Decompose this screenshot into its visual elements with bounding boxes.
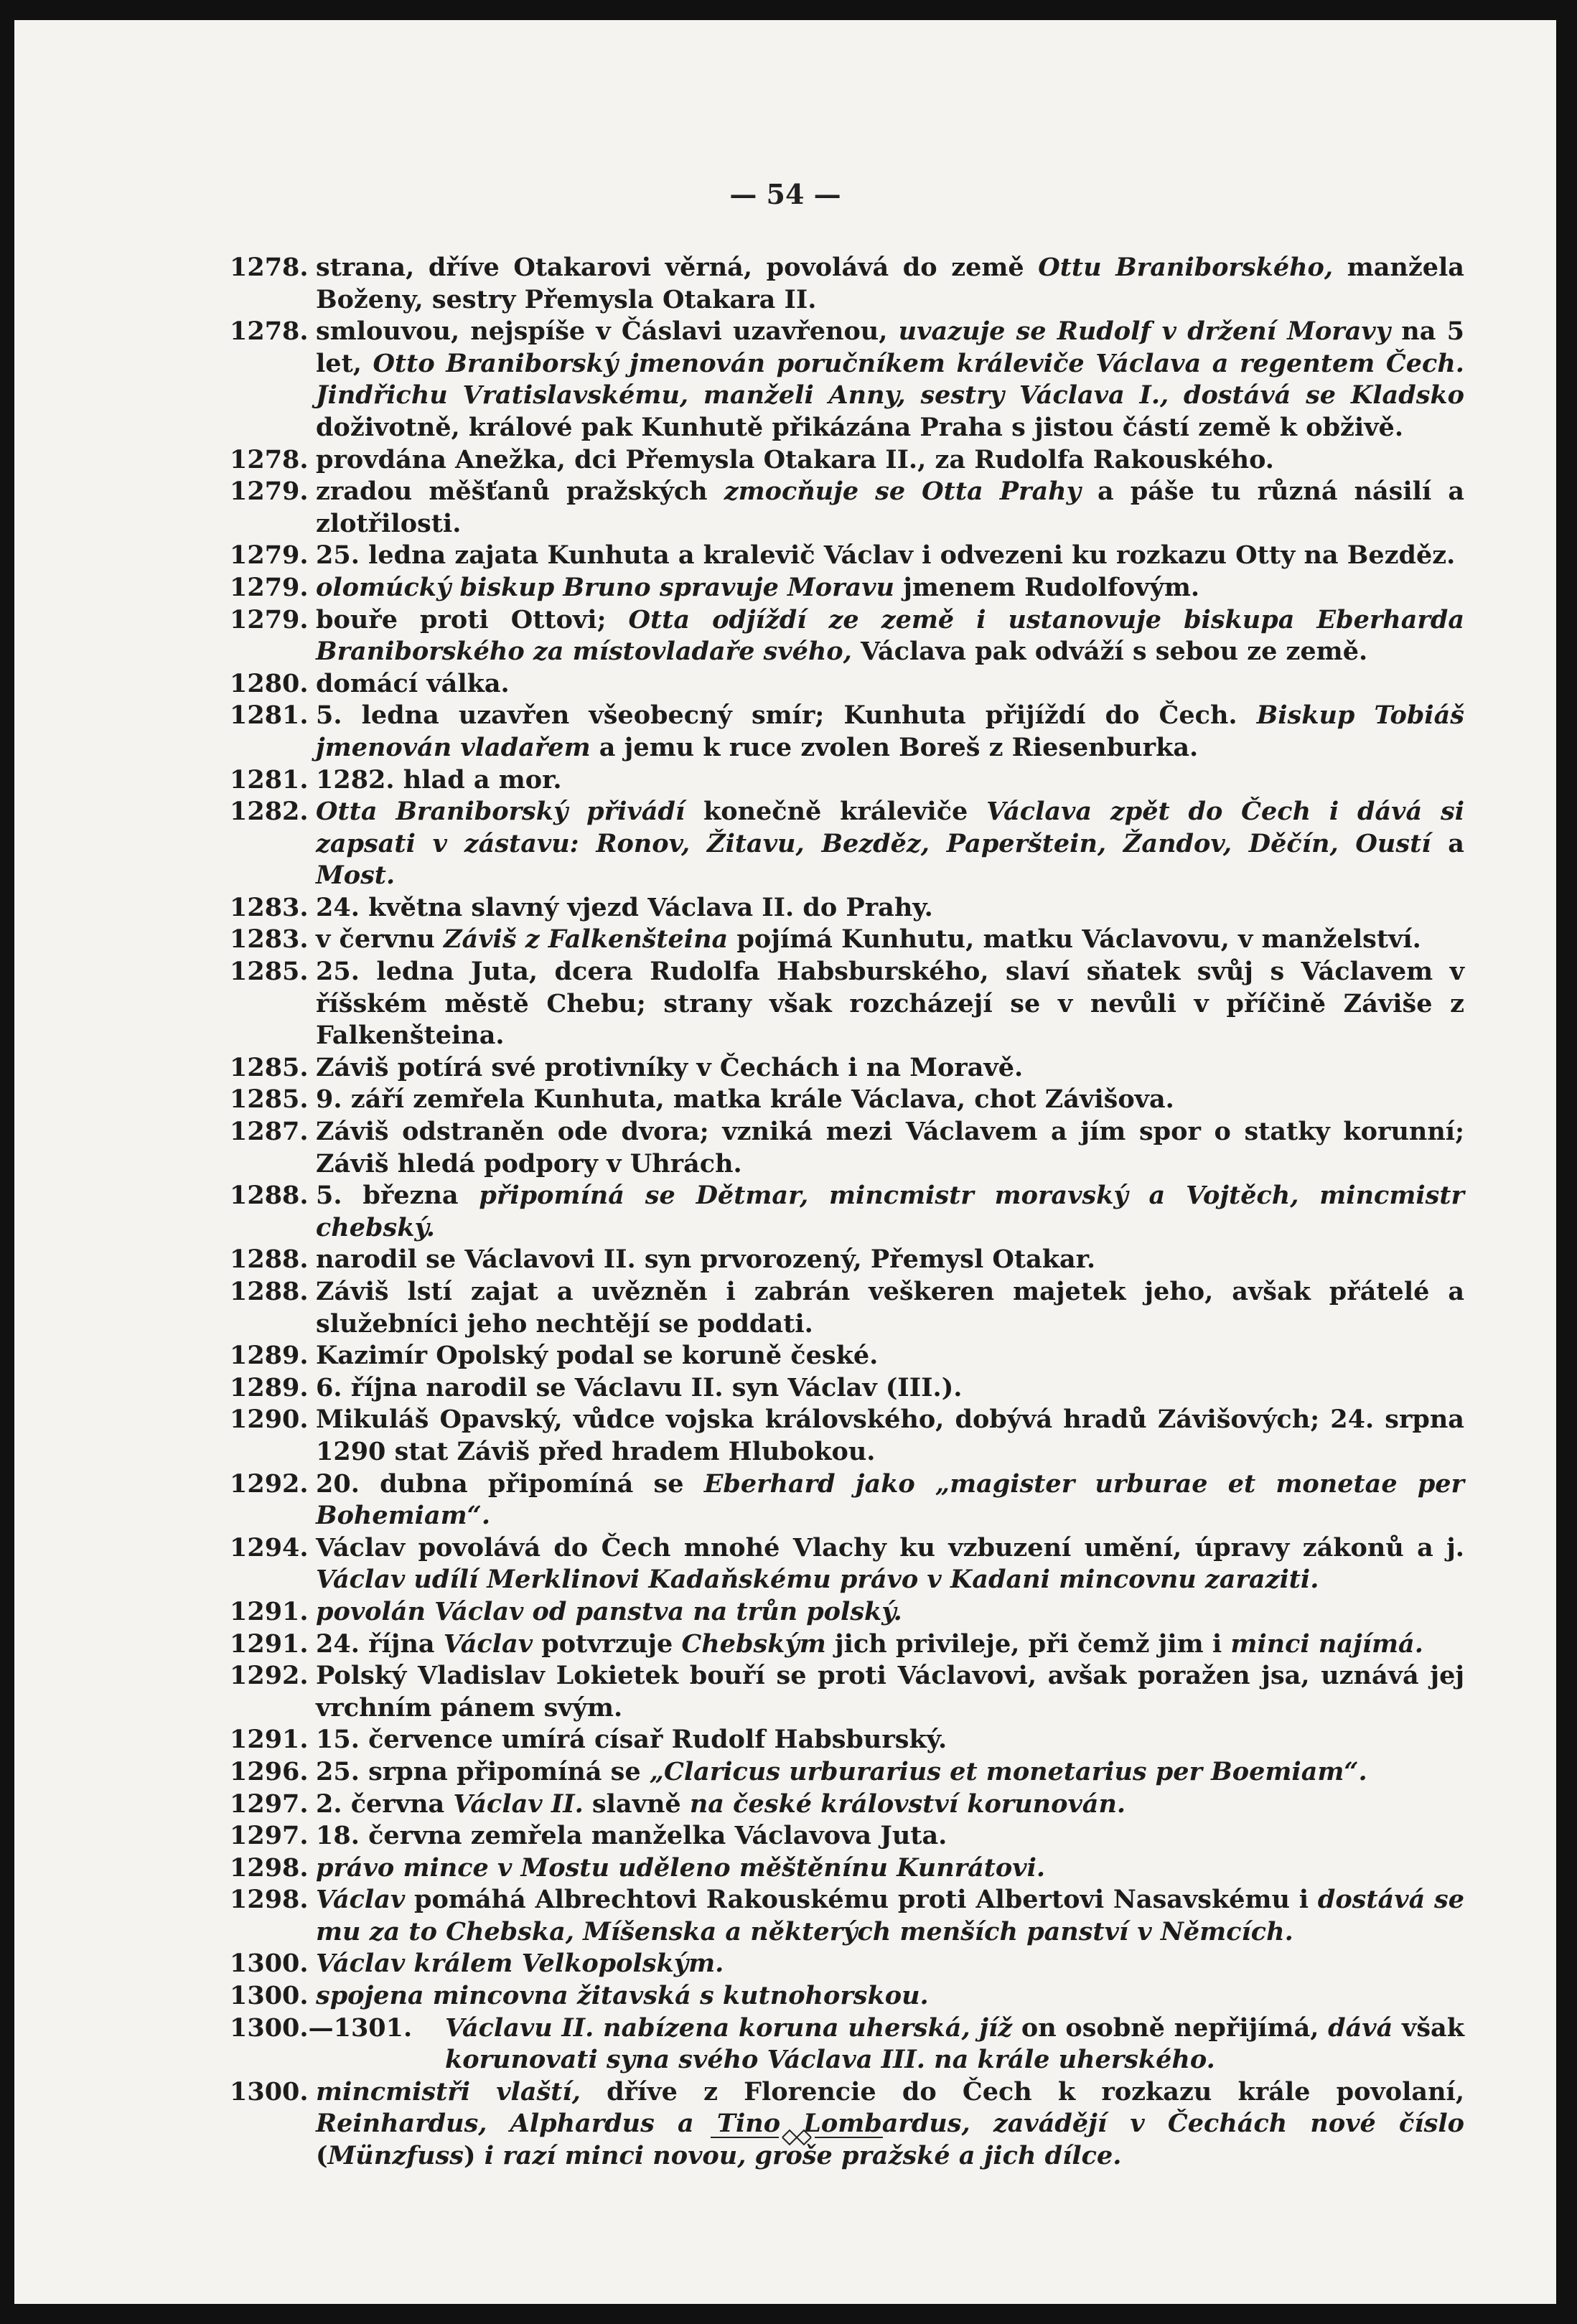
entry-year: 1300. [230, 1981, 309, 2011]
entry-year: 1283. [230, 892, 309, 922]
chronology-entry [230, 700, 1464, 764]
entry-text: v červnu Záviš z Falkenšteina pojímá Kunhutu, matku Václavovu, v manželství. [316, 924, 1421, 955]
chronology-entry [230, 2013, 1464, 2076]
entry-year: 1279. [230, 572, 309, 602]
entry-text: Václav pomáhá Albrechtovi Rakouskému proti Albertovi Nasavskému i dostává se mu za to Chebska, Míšenska a některých menších panství v Němcích. [316, 1885, 1464, 1946]
entry-year: 1278. [230, 253, 309, 282]
document-page [14, 20, 1556, 2304]
chronology-entry [230, 1468, 1464, 1532]
entry-year: 1289. [230, 1341, 309, 1371]
entry-text: 6. října narodil se Václavu II. syn Václav (III.). [316, 1372, 963, 1402]
entry-text: 25. ledna Juta, dcera Rudolfa Habsburského, slaví sňatek svůj s Václavem v říšském městě Chebu; strany však rozcházejí se v nevůli v příčině Záviše z Falkenšteina. [316, 957, 1464, 1051]
entry-year: 1280. [230, 668, 309, 698]
entry-text: právo mince v Mostu uděleno měštěnínu Kunrátovi. [316, 1852, 1046, 1883]
entry-text: 15. července umírá císař Rudolf Habsburský. [316, 1725, 947, 1755]
entry-year: 1288. [230, 1277, 309, 1306]
entry-year: 1292. [230, 1468, 309, 1499]
chronology-entry [230, 1596, 1464, 1629]
entry-text: mincmistři vlaští, dříve z Florencie do Čech k rozkazu krále povolaní, Reinhardus, Alphardus a Tino Lombardus, zavádějí v Čechách nové číslo (Münzfuss) i razí minci novou, groše pražské a jich dílce. [316, 2076, 1465, 2171]
entry-year: 1300.—1301. [230, 2013, 413, 2043]
chronology-entry [230, 1340, 1464, 1372]
entry-text: 24. října Václav potvrzuje Chebským jich privileje, při čemž jim i minci najímá. [316, 1629, 1423, 1659]
entry-text: 5. března připomíná se Dětmar, mincmistr moravský a Vojtěch, mincmistr chebský. [316, 1181, 1464, 1242]
entry-text: 9. září zemřela Kunhuta, matka krále Václava, chot Závišova. [316, 1084, 1174, 1115]
entry-text: 24. května slavný vjezd Václava II. do Prahy. [316, 892, 933, 922]
entry-year: 1291. [230, 1629, 309, 1659]
entry-year: 1288. [230, 1181, 309, 1211]
chronology-entry [230, 1852, 1464, 1885]
chronology-entry [230, 1404, 1464, 1468]
chronology-entry [230, 1884, 1464, 1948]
entry-text: Otta Braniborský přivádí konečně králeviče Václava zpět do Čech i dává si zapsati v zástavu: Ronov, Žitavu, Bezděz, Paperštein, Žandov, Děčín, Oustí a Most. [316, 797, 1464, 891]
entry-text: 2. června Václav II. slavně na české království korunován. [316, 1789, 1126, 1819]
entry-year: 1285. [230, 1084, 309, 1115]
chronology-entry [230, 1948, 1464, 1980]
chronology-entry [230, 924, 1464, 956]
entry-year: 1292. [230, 1661, 309, 1691]
entry-text: povolán Václav od panstva na trůn polský. [316, 1596, 902, 1626]
chronology-entry [230, 764, 1464, 797]
entry-text: strana, dříve Otakarovi věrná, povolává do země Ottu Braniborského, manžela Boženy, sestry Přemysla Otakara II. [316, 253, 1464, 314]
entry-text: domácí válka. [316, 668, 510, 698]
entry-year: 1289. [230, 1372, 309, 1402]
entry-year: 1281. [230, 701, 309, 731]
chronology-entry [230, 316, 1464, 444]
chronology-entry [230, 252, 1464, 316]
chronology-entry [230, 604, 1464, 668]
chronology-entry [230, 1629, 1464, 1661]
entry-year: 1279. [230, 477, 309, 507]
chronology-entry [230, 796, 1464, 892]
page-number: — 54 — [729, 178, 841, 210]
entry-text: Polský Vladislav Lokietek bouří se proti Václavovi, avšak poražen jsa, uznává jej vrchním pánem svým. [316, 1661, 1464, 1723]
chronology-entry [230, 1980, 1464, 2013]
chronology-entry [230, 1052, 1464, 1084]
end-ornament [711, 2124, 883, 2146]
chronology-entry [230, 1660, 1464, 1724]
chronology-entry [230, 1756, 1464, 1789]
entry-year: 1297. [230, 1789, 309, 1819]
entry-year: 1291. [230, 1725, 309, 1755]
entry-text: 1282. hlad a mor. [316, 764, 562, 795]
entry-year: 1287. [230, 1117, 309, 1147]
entry-year: 1279. [230, 604, 309, 634]
entry-year: 1300. [230, 2076, 309, 2107]
entry-year: 1297. [230, 1821, 309, 1851]
chronology-entry [230, 892, 1464, 924]
entry-year: 1300. [230, 1949, 309, 1979]
entry-text: olomúcký biskup Bruno spravuje Moravu jmenem Rudolfovým. [316, 572, 1200, 602]
chronology-entry [230, 1372, 1464, 1405]
entry-text: spojena mincovna žitavská s kutnohorskou. [316, 1981, 929, 2011]
entry-year: 1281. [230, 764, 309, 795]
entry-text: zradou měšťanů pražských zmocňuje se Otta Prahy a páše tu různá násilí a zlotřilosti. [316, 477, 1465, 538]
chronology-entry [230, 540, 1464, 572]
entry-text: provdána Anežka, dci Přemysla Otakara II., za Rudolfa Rakouského. [316, 444, 1274, 474]
chronology-entry [230, 956, 1464, 1052]
chronology-entry [230, 668, 1464, 701]
chronology-entry [230, 1244, 1464, 1276]
chronology-entry [230, 1789, 1464, 1821]
chronology-entry [230, 1276, 1464, 1340]
entry-year: 1291. [230, 1596, 309, 1626]
entry-text: smlouvou, nejspíše v Čáslavi uzavřenou, uvazuje se Rudolf v držení Moravy na 5 let, Otto Braniborský jmenován poručníkem králeviče Václava a regentem Čech. Jindřichu Vratislavskému, manželi Anny, sestry Václava I., dostává se Kladsko doživotně, králové pak Kunhutě přikázána Praha s jistou částí země k obživě. [316, 317, 1464, 442]
entry-year: 1283. [230, 924, 309, 955]
entry-text: Mikuláš Opavský, vůdce vojska královského, dobývá hradů Závišových; 24. srpna 1290 stat Záviš před hradem Hlubokou. [316, 1405, 1464, 1466]
chronology-entry [230, 1532, 1464, 1596]
entry-year: 1290. [230, 1405, 309, 1435]
entry-text: Záviš potírá své protivníky v Čechách i na Moravě. [316, 1052, 1024, 1082]
entry-year: 1288. [230, 1245, 309, 1275]
entry-text: 20. dubna připomíná se Eberhard jako „magister urburae et monetae per Bohemiam“. [316, 1468, 1464, 1531]
entry-year: 1285. [230, 957, 309, 987]
entry-text: 18. června zemřela manželka Václavova Juta. [316, 1821, 947, 1851]
chronology-entry [230, 1724, 1464, 1756]
entry-year: 1296. [230, 1756, 309, 1786]
chronology-entry [230, 1116, 1464, 1180]
entry-year: 1278. [230, 317, 309, 347]
entry-text: 5. ledna uzavřen všeobecný smír; Kunhuta přijíždí do Čech. Biskup Tobiáš jmenován vladařem a jemu k ruce zvolen Boreš z Riesenburka. [316, 701, 1464, 762]
entry-year: 1298. [230, 1885, 309, 1915]
entry-text: 25. srpna připomíná se „Claricus urburarius et monetarius per Boemiam“. [316, 1756, 1367, 1786]
entry-text: narodil se Václavovi II. syn prvorozený, Přemysl Otakar. [316, 1245, 1096, 1275]
entry-text: Václavu II. nabízena koruna uherská, jíž on osobně nepřijímá, dává však korunovati syna svého Václava III. na krále uherského. [445, 2013, 1464, 2075]
chronology-entry [230, 1084, 1464, 1116]
entry-year: 1285. [230, 1052, 309, 1082]
entry-year: 1294. [230, 1532, 309, 1562]
entry-year: 1282. [230, 797, 309, 827]
entry-text: Václav králem Velkopolským. [316, 1949, 724, 1979]
entry-text: Záviš odstraněn ode dvora; vzniká mezi Václavem a jím spor o statky korunní; Záviš hledá podpory v Uhrách. [316, 1117, 1464, 1179]
chronology-entry [230, 572, 1464, 604]
chronology-list [230, 252, 1464, 2173]
entry-text: Václav povolává do Čech mnohé Vlachy ku vzbuzení umění, úpravy zákonů a j. Václav udílí Merklinovi Kadaňskému právo v Kadani mincovnu zaraziti. [316, 1532, 1464, 1595]
chronology-entry [230, 1180, 1464, 1244]
entry-text: Kazimír Opolský podal se koruně české. [316, 1341, 879, 1371]
entry-text: 25. ledna zajata Kunhuta a kralevič Václav i odvezeni ku rozkazu Otty na Bezděz. [316, 540, 1456, 571]
entry-text: bouře proti Ottovi; Otta odjíždí ze země i ustanovuje biskupa Eberharda Braniborského za místovladaře svého, Václava pak odváží s sebou ze země. [316, 604, 1465, 667]
chronology-entry [230, 476, 1464, 540]
entry-text: Záviš lstí zajat a uvězněn i zabrán veškeren majetek jeho, avšak přátelé a služebníci jeho nechtějí se poddati. [316, 1277, 1464, 1339]
entry-year: 1278. [230, 444, 309, 474]
chronology-entry [230, 444, 1464, 477]
entry-year: 1298. [230, 1852, 309, 1883]
entry-year: 1279. [230, 540, 309, 571]
chronology-entry [230, 1820, 1464, 1852]
